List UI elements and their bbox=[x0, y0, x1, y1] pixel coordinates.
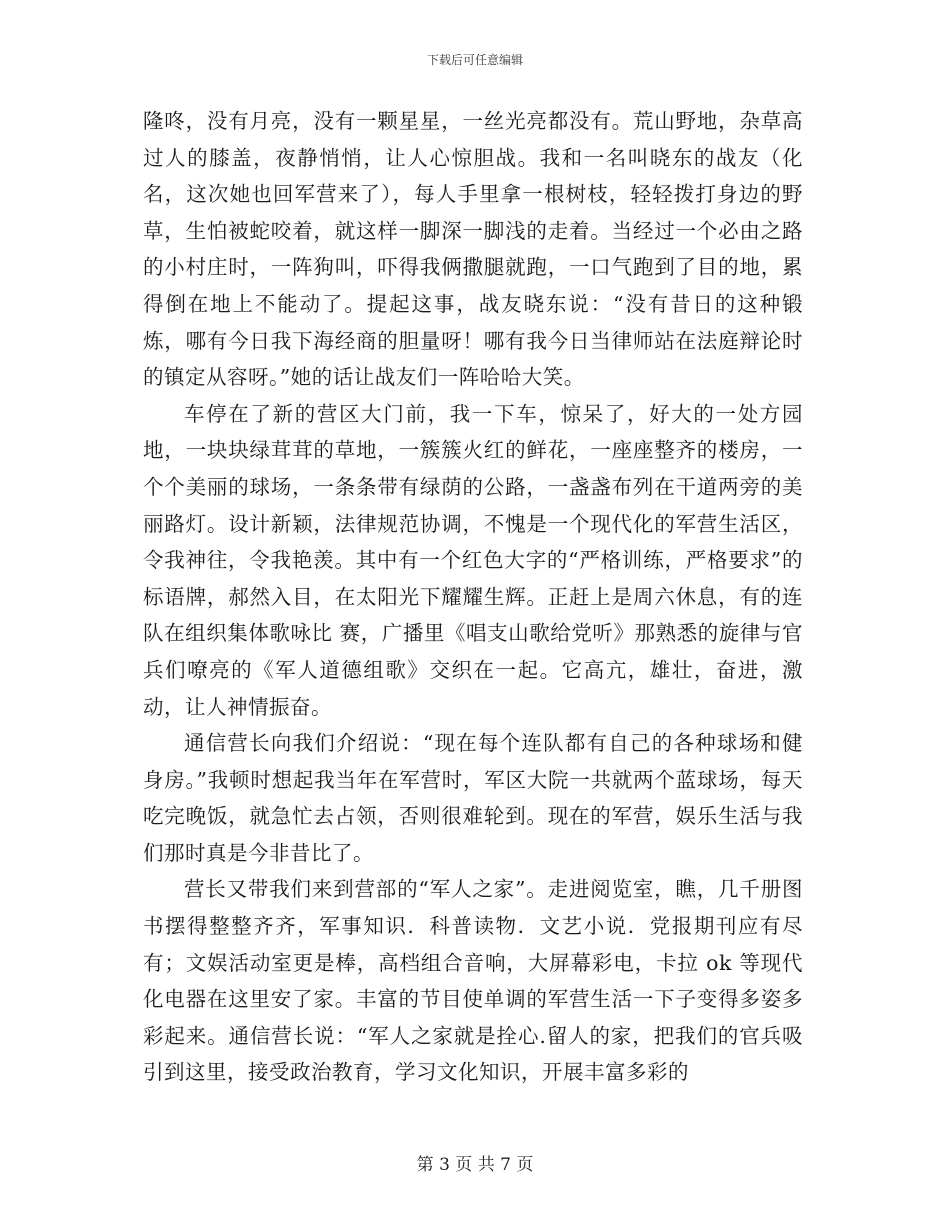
page-header-note: 下载后可任意编辑 bbox=[426, 53, 523, 67]
paragraph: 车停在了新的营区大门前，我一下车，惊呆了，好大的一处方园地，一块块绿茸茸的草地，一簇簇火红的鲜花，一座座整齐的楼房，一个个美丽的球场，一条条带有绿荫的公路，一盏盏布列在干道两旁的美丽路灯。设计新颖，法律规范协调，不愧是一个现代化的军营生活区，令我神往，令我艳羡。其中有一个红色大字的“严格训练，严格要求”的标语牌，郝然入目，在太阳光下耀耀生辉。正赶上是周六休息，有的连队在组织集体歌咏比 赛，广播里《唱支山歌给党听》那熟悉的旋律与官兵们嘹亮的《军人道德组歌》交织在一起。它高亢，雄壮，奋进，激动，让人神情振奋。 bbox=[143, 401, 803, 719]
paragraph-continued: 隆咚，没有月亮，没有一颗星星，一丝光亮都没有。荒山野地，杂草高过人的膝盖，夜静悄悄，让人心惊胆战。我和一名叫晓东的战友（化名，这次她也回军营来了），每人手里拿一根树枝，轻轻拨打身边的野草，生怕被蛇咬着，就这样一脚深一脚浅的走着。当经过一个必由之路的小村庄时，一阵狗叫，吓得我俩撒腿就跑，一口气跑到了目的地，累得倒在地上不能动了。提起这事，战友晓东说：“没有昔日的这种锻炼，哪有今日我下海经商的胆量呀！哪有我今日当律师站在法庭辩论时的镇定从容呀。”她的话让战友们一阵哈哈大笑。 bbox=[143, 109, 803, 390]
document-body bbox=[143, 103, 803, 1091]
paragraph: 营长又带我们来到营部的“军人之家”。走进阅览室，瞧，几千册图书摆得整整齐齐，军事知识．科普读物．文艺小说．党报期刊应有尽有；文娱活动室更是棒，高档组合音响，大屏幕彩电，卡拉 ok 等现代化电器在这里安了家。丰富的节目使单调的军营生活一下子变得多姿多彩起来。通信营长说：“军人之家就是拴心.留人的家，把我们的官兵吸引到这里，接受政治教育，学习文化知识，开展丰富多彩的 bbox=[143, 877, 803, 1085]
page-number-footer: 第 3 页 共 7 页 bbox=[416, 1155, 534, 1175]
paragraph: 通信营长向我们介绍说：“现在每个连队都有自己的各种球场和健身房。”我顿时想起我当年在军营时，军区大院一共就两个蓝球场，每天吃完晚饭，就急忙去占领，否则很难轮到。现在的军营，娱乐生活与我们那时真是今非昔比了。 bbox=[143, 731, 803, 865]
